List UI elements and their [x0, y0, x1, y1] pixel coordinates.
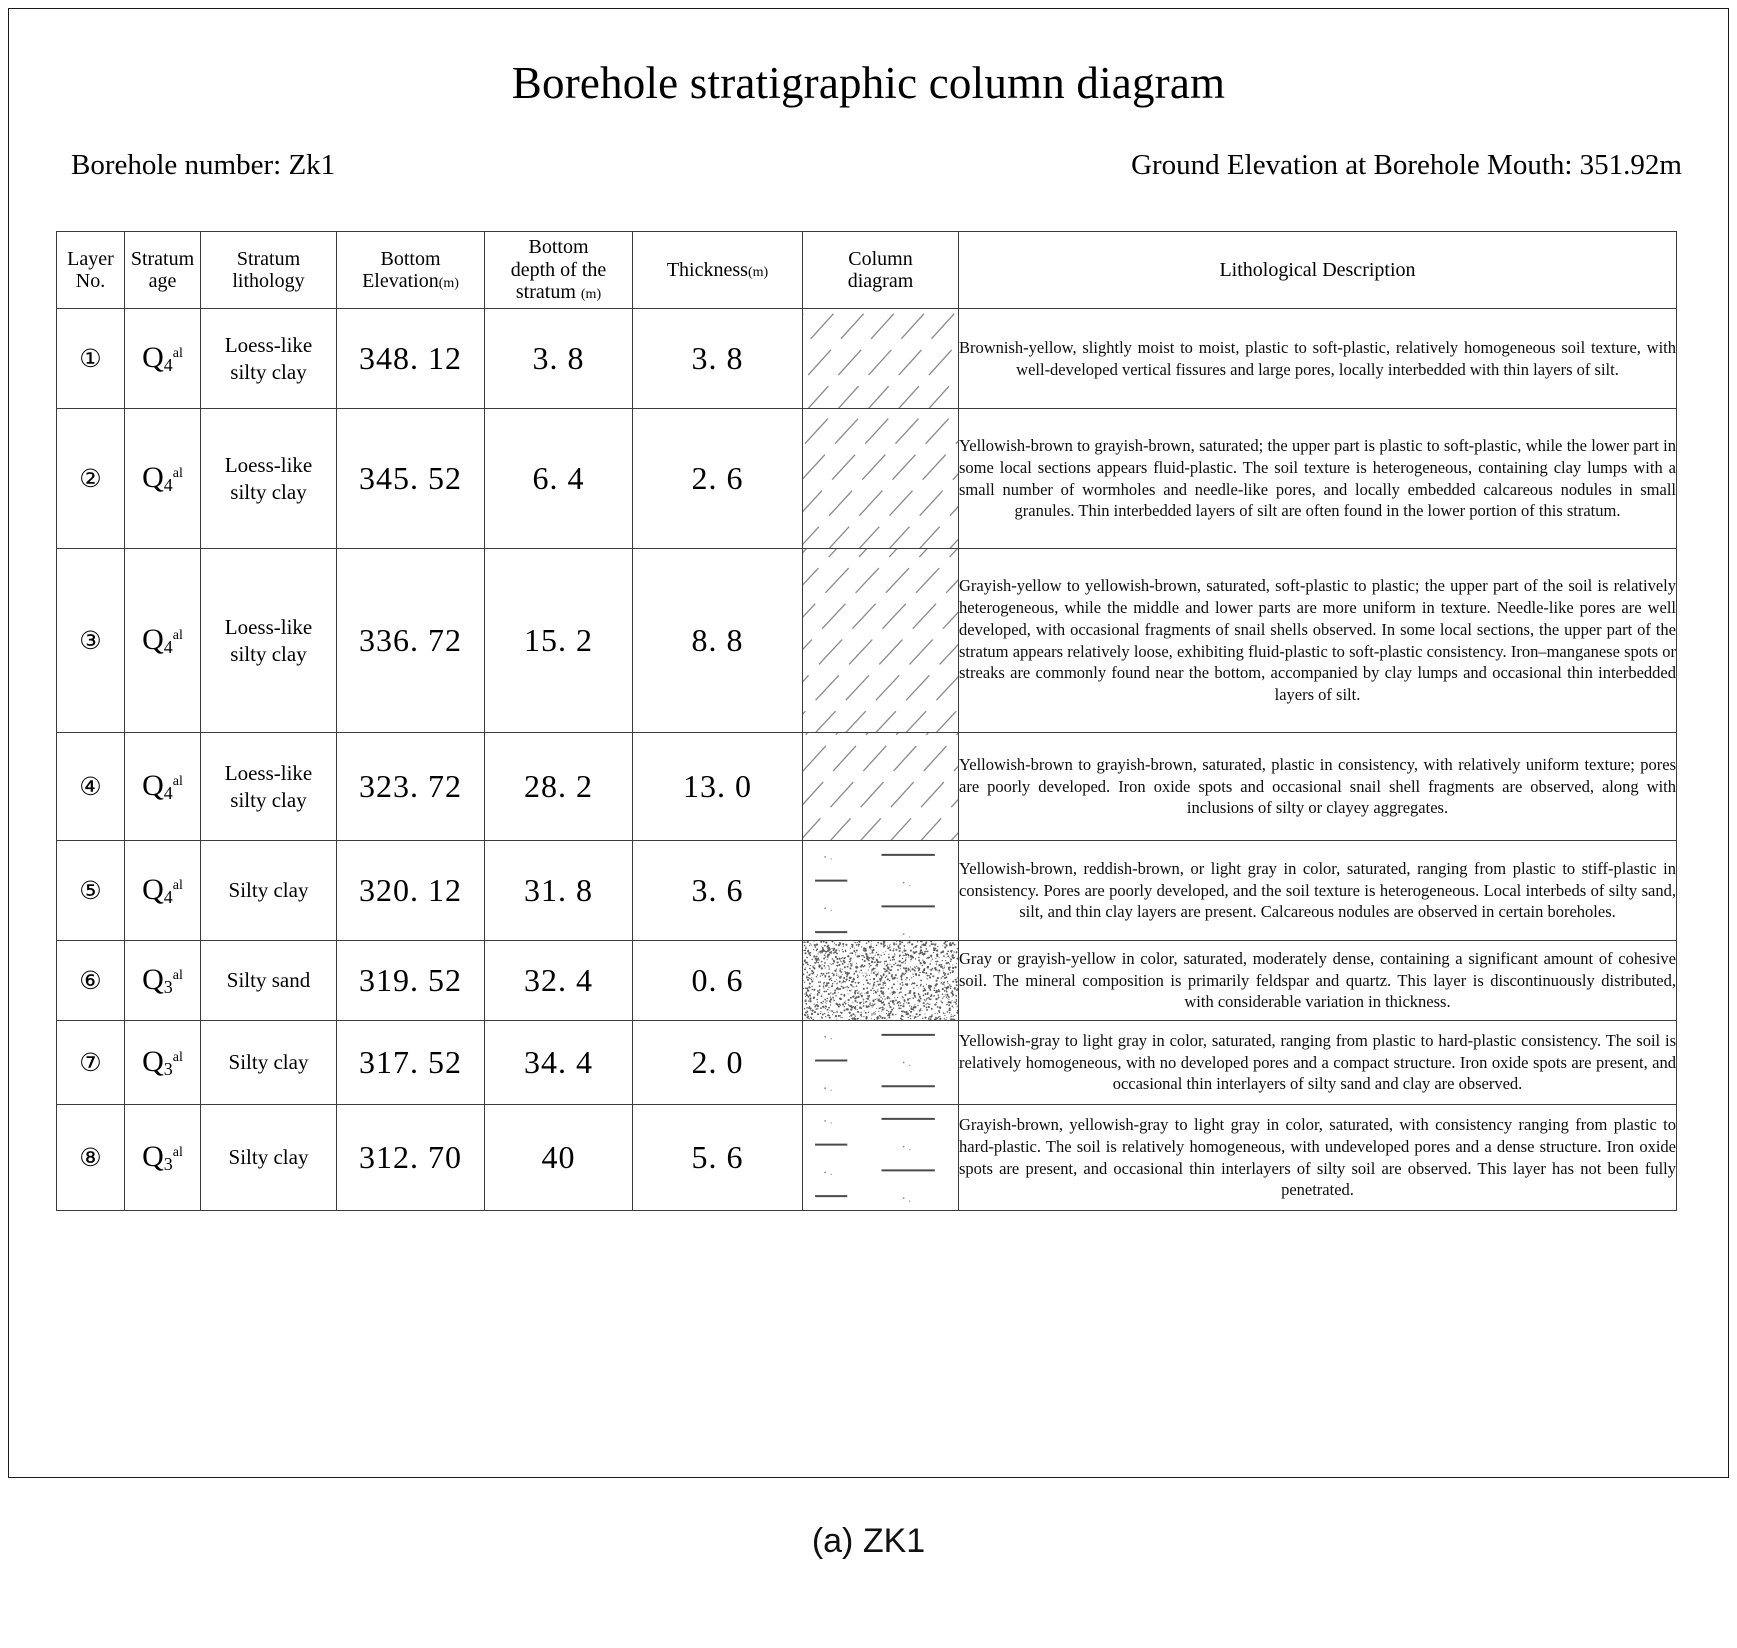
table-row: [57, 309, 1677, 409]
cell-column-diagram: [803, 1105, 959, 1211]
cell-lithological-description: Gray or grayish-yellow in color, saturated, moderately dense, containing a significant amount of cohesive soil. The mineral composition is primarily feldspar and quartz. This layer is discontinuously distributed, with considerable variation in thickness.: [959, 941, 1677, 1021]
borehole-meta-row: [71, 149, 1682, 193]
cell-layer-no: ⑦: [57, 1021, 125, 1105]
cell-thickness: 8. 8: [633, 549, 803, 733]
silty-clay-dash-pattern: [803, 1105, 958, 1210]
silty-clay-dash-pattern: [803, 841, 958, 940]
age-symbol: Q: [142, 1045, 164, 1078]
header-stratum-age: [125, 232, 201, 309]
table-row: [57, 1105, 1677, 1211]
lithology-line2: silty clay: [230, 359, 307, 384]
header-bottom-elevation-line1: Bottom: [380, 247, 441, 270]
cell-stratum-age: [125, 1105, 201, 1211]
cell-thickness: 0. 6: [633, 941, 803, 1021]
header-thickness-unit: (m): [747, 264, 769, 280]
header-bottom-depth-unit: (m): [580, 287, 602, 303]
header-stratum-lithology: [201, 232, 337, 309]
header-stratum-lithology-line1: Stratum: [236, 247, 301, 270]
cell-lithological-description: Grayish-brown, yellowish-gray to light gray in color, saturated, with consistency ranging from plastic to hard-plastic. The soil is relatively homogeneous, with undeveloped pores and a dense structure. Iron oxide spots are present, and occasional thin interlayers of silty soil are observed. This layer has not been fully penetrated.: [959, 1105, 1677, 1211]
ground-elevation-label: Ground Elevation at Borehole Mouth: 351.92m: [1131, 149, 1682, 181]
cell-stratum-lithology: [201, 841, 337, 941]
cell-bottom-depth: 31. 8: [485, 841, 633, 941]
cell-bottom-elevation: 348. 12: [337, 309, 485, 409]
cell-thickness: 5. 6: [633, 1105, 803, 1211]
age-subscript: 4: [163, 475, 173, 495]
lithology-line1: Silty clay: [228, 878, 309, 903]
header-lithological-description: Lithological Description: [959, 232, 1677, 309]
age-superscript: al: [172, 1050, 183, 1065]
lithology-line1: Loess-like: [224, 453, 313, 478]
cell-layer-no: ②: [57, 409, 125, 549]
cell-lithological-description: Yellowish-brown to grayish-brown, saturated, plastic in consistency, with relatively uniform texture; pores are poorly developed. Iron oxide spots and occasional snail shell fragments are observed, along with inclusions of silty or clayey aggregates.: [959, 733, 1677, 841]
figure-frame: [8, 8, 1729, 1478]
cell-bottom-depth: 6. 4: [485, 409, 633, 549]
cell-bottom-elevation: 345. 52: [337, 409, 485, 549]
table-row: [57, 1021, 1677, 1105]
cell-bottom-elevation: 317. 52: [337, 1021, 485, 1105]
age-symbol: Q: [142, 769, 164, 802]
cell-bottom-depth: 28. 2: [485, 733, 633, 841]
header-thickness-label: Thickness: [666, 258, 748, 281]
header-stratum-age-line2: age: [148, 270, 177, 292]
cell-bottom-depth: 40: [485, 1105, 633, 1211]
cell-stratum-lithology: [201, 409, 337, 549]
loess-hatch-pattern: [803, 733, 958, 840]
lithology-pattern-loess-hatch: [803, 409, 958, 548]
loess-hatch-pattern: [803, 309, 958, 408]
cell-thickness: 3. 8: [633, 309, 803, 409]
cell-lithological-description: Yellowish-gray to light gray in color, saturated, ranging from plastic to hard-plastic consistency. The soil is relatively homogeneous, with no developed pores and a compact structure. Iron oxide spots are present, and occasional thin interlayers of silty sand and clay are observed.: [959, 1021, 1677, 1105]
age-symbol: Q: [142, 623, 164, 656]
age-superscript: al: [172, 968, 183, 983]
cell-lithological-description: Yellowish-brown, reddish-brown, or light gray in color, saturated, ranging from plastic to stiff-plastic in consistency. Pores are poorly developed, and the soil texture is heterogeneous. Local interbeds of silty sand, silt, and thin clay layers are present. Calcareous nodules are observed in certain boreholes.: [959, 841, 1677, 941]
cell-layer-no: ①: [57, 309, 125, 409]
lithology-line1: Loess-like: [224, 333, 313, 358]
lithology-pattern-loess-hatch: [803, 549, 958, 732]
age-subscript: 4: [163, 887, 173, 907]
stratigraphic-table: [56, 231, 1677, 1211]
sand-stipple-pattern: [803, 941, 958, 1020]
lithology-pattern-silty-clay-dash: [803, 1021, 958, 1104]
age-superscript: al: [172, 466, 183, 481]
table-row: [57, 841, 1677, 941]
age-symbol: Q: [142, 963, 164, 996]
age-superscript: al: [172, 878, 183, 893]
cell-column-diagram: [803, 409, 959, 549]
age-superscript: al: [172, 1145, 183, 1160]
age-subscript: 3: [163, 977, 173, 997]
lithology-line2: silty clay: [230, 787, 307, 812]
silty-clay-dash-pattern: [803, 1021, 958, 1104]
cell-bottom-elevation: 336. 72: [337, 549, 485, 733]
lithology-line1: Silty clay: [228, 1050, 309, 1075]
header-column-diagram-line1: Column: [848, 247, 913, 270]
header-bottom-elevation-line2: Elevation: [362, 270, 439, 292]
cell-stratum-age: [125, 1021, 201, 1105]
table-header: [57, 232, 1677, 309]
cell-column-diagram: [803, 841, 959, 941]
cell-bottom-depth: 34. 4: [485, 1021, 633, 1105]
lithology-line2: silty clay: [230, 641, 307, 666]
cell-stratum-lithology: [201, 733, 337, 841]
age-superscript: al: [172, 346, 183, 361]
age-superscript: al: [172, 774, 183, 789]
lithology-pattern-loess-hatch: [803, 309, 958, 408]
age-subscript: 4: [163, 637, 173, 657]
lithology-pattern-sand-stipple: [803, 941, 958, 1020]
lithology-line2: silty clay: [230, 479, 307, 504]
header-bottom-elevation: [337, 232, 485, 309]
age-subscript: 3: [163, 1154, 173, 1174]
cell-stratum-age: [125, 733, 201, 841]
cell-stratum-age: [125, 409, 201, 549]
cell-thickness: 2. 0: [633, 1021, 803, 1105]
loess-hatch-pattern: [803, 549, 958, 732]
cell-stratum-lithology: [201, 941, 337, 1021]
lithology-line1: Silty clay: [228, 1145, 309, 1170]
cell-bottom-depth: 32. 4: [485, 941, 633, 1021]
table-row: [57, 549, 1677, 733]
age-symbol: Q: [142, 461, 164, 494]
cell-stratum-lithology: [201, 309, 337, 409]
cell-bottom-depth: 15. 2: [485, 549, 633, 733]
cell-stratum-age: [125, 841, 201, 941]
table-header-row: [57, 232, 1677, 309]
cell-layer-no: ⑥: [57, 941, 125, 1021]
lithology-pattern-loess-hatch: [803, 733, 958, 840]
cell-stratum-lithology: [201, 1021, 337, 1105]
header-bottom-depth-line2: depth of the: [510, 258, 607, 281]
table-row: [57, 409, 1677, 549]
header-bottom-depth-line1: Bottom: [528, 236, 589, 259]
header-stratum-age-line1: Stratum: [130, 247, 195, 270]
cell-bottom-depth: 3. 8: [485, 309, 633, 409]
cell-stratum-age: [125, 941, 201, 1021]
cell-bottom-elevation: 320. 12: [337, 841, 485, 941]
table-row: [57, 733, 1677, 841]
header-bottom-depth-line3: stratum: [515, 281, 576, 304]
age-subscript: 4: [163, 783, 173, 803]
cell-bottom-elevation: 312. 70: [337, 1105, 485, 1211]
age-subscript: 3: [163, 1059, 173, 1079]
age-superscript: al: [172, 628, 183, 643]
cell-layer-no: ⑤: [57, 841, 125, 941]
header-column-diagram: [803, 232, 959, 309]
cell-lithological-description: Brownish-yellow, slightly moist to moist, plastic to soft-plastic, relatively homogeneous soil texture, with well-developed vertical fissures and large pores, locally interbedded with thin layers of silt.: [959, 309, 1677, 409]
lithology-line1: Loess-like: [224, 615, 313, 640]
cell-thickness: 13. 0: [633, 733, 803, 841]
cell-column-diagram: [803, 549, 959, 733]
cell-stratum-lithology: [201, 549, 337, 733]
cell-thickness: 2. 6: [633, 409, 803, 549]
age-symbol: Q: [142, 341, 164, 374]
age-symbol: Q: [142, 873, 164, 906]
cell-stratum-age: [125, 309, 201, 409]
cell-thickness: 3. 6: [633, 841, 803, 941]
lithology-line1: Loess-like: [224, 761, 313, 786]
lithology-pattern-silty-clay-dash: [803, 1105, 958, 1210]
loess-hatch-pattern: [803, 409, 958, 548]
cell-lithological-description: Grayish-yellow to yellowish-brown, saturated, soft-plastic to plastic; the upper part of the soil is relatively heterogeneous, while the middle and lower parts are more uniform in texture. Needle-like pores are well developed, with occasional fragments of snail shells observed. In some local sections, the upper part of the stratum appears relatively loose, exhibiting fluid-plastic to soft-plastic consistency. Iron–manganese spots or streaks are commonly found near the bottom, accompanied by clay lumps and occasional thin interbedded layers of silt.: [959, 549, 1677, 733]
figure-caption: (a) ZK1: [811, 1522, 926, 1560]
table-body: [57, 309, 1677, 1211]
cell-bottom-elevation: 323. 72: [337, 733, 485, 841]
cell-lithological-description: Yellowish-brown to grayish-brown, saturated; the upper part is plastic to soft-plastic, while the lower part in some local sections appears fluid-plastic. The soil texture is heterogeneous, containing clay lumps with a small number of wormholes and needle-like pores, and locally embedded calcareous nodules in small granules. Thin interbedded layers of silt are often found in the lower portion of this stratum.: [959, 409, 1677, 549]
page-title: Borehole stratigraphic column diagram: [511, 58, 1226, 108]
header-stratum-lithology-line2: lithology: [232, 270, 305, 292]
cell-stratum-lithology: [201, 1105, 337, 1211]
header-thickness: [633, 232, 803, 309]
lithology-line1: Silty sand: [226, 968, 311, 993]
lithology-pattern-silty-clay-dash: [803, 841, 958, 940]
age-subscript: 4: [163, 355, 173, 375]
header-layer-no: [57, 232, 125, 309]
header-layer-no-line1: Layer: [67, 247, 114, 270]
table-row: [57, 941, 1677, 1021]
cell-column-diagram: [803, 1021, 959, 1105]
cell-stratum-age: [125, 549, 201, 733]
header-bottom-elevation-unit: (m): [438, 276, 459, 291]
header-layer-no-line2: No.: [75, 270, 106, 292]
header-bottom-depth: [485, 232, 633, 309]
cell-column-diagram: [803, 733, 959, 841]
cell-layer-no: ③: [57, 549, 125, 733]
cell-column-diagram: [803, 941, 959, 1021]
age-symbol: Q: [142, 1140, 164, 1173]
borehole-number-label: Borehole number: Zk1: [71, 149, 336, 181]
cell-column-diagram: [803, 309, 959, 409]
header-column-diagram-line2: diagram: [847, 270, 914, 292]
cell-layer-no: ⑧: [57, 1105, 125, 1211]
cell-layer-no: ④: [57, 733, 125, 841]
cell-bottom-elevation: 319. 52: [337, 941, 485, 1021]
